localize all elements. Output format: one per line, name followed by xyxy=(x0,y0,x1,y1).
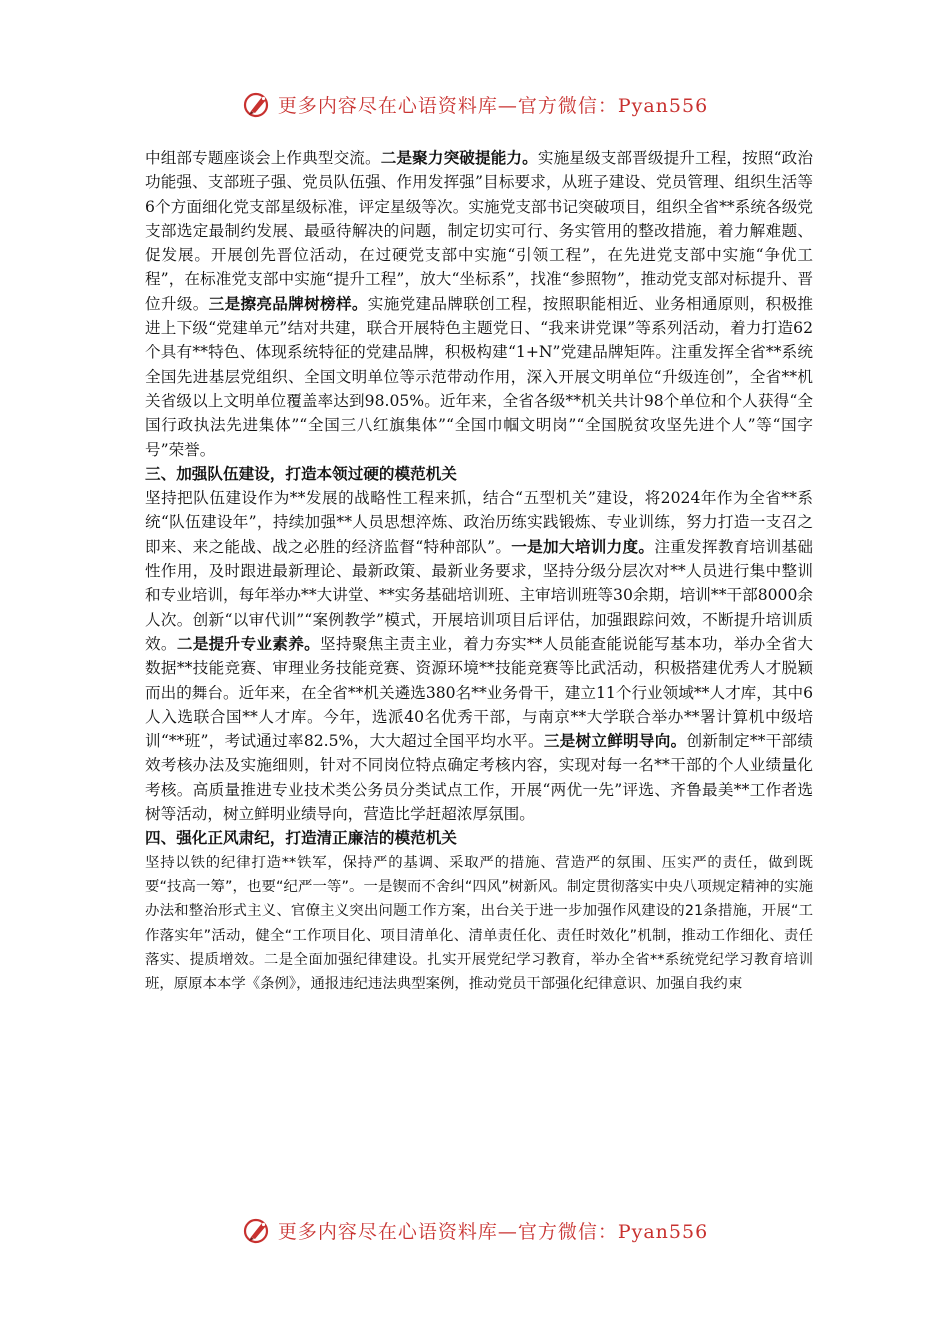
text-run: 实施星级支部晋级提升工程，按照“政治功能强、支部班子强、党员队伍强、作用发挥强”目标要求，从班子建设、党员管理、组织生活等6个方面细化党支部星级标准，评定星级等次。实施党支部书记突破项目，组织全省**系统各级党支部选定最制约发展、最亟待解决的问题，制定切实可行、务实管用的整改措施，着力解难题、促发展。开展创先晋位活动，在过硬党支部中实施“引领工程”，在先进党支部中实施“争优工程”，在标准党支部中实施“提升工程”，放大“坐标系”，找准“参照物”，推动党支部对标提升、晋位升级。 xyxy=(145,149,813,313)
text-run: 注重发挥教育培训基础性作用，及时跟进最新理论、最新政策、最新业务要求，坚持分级分层次对**人员进行集中整训和专业培训，每年举办**大讲堂、**实务基础培训班、主审培训班等30余期，培训**干部8000余人次。创新“以审代训”“案例教学”模式，开展培训项目后评估，加强跟踪问效，不断提升培训质效。 xyxy=(145,537,813,653)
bold-run: 二是聚力突破提能力。 xyxy=(380,148,538,167)
section4-paragraph xyxy=(145,851,813,997)
bold-run: 三是擦亮品牌树榜样。 xyxy=(208,293,368,313)
bold-run: 三是树立鲜明导向。 xyxy=(543,731,687,751)
text-run: 中组部专题座谈会上作典型交流。 xyxy=(145,149,381,167)
bold-run: 二是提升专业素养。 xyxy=(176,633,321,653)
header-watermark-banner xyxy=(0,84,950,124)
text-run: 创新制定**干部绩效考核办法及实施细则，针对不同岗位特点确定考核内容，实现对每一名**干部的个人业绩量化考核。高质量推进专业技术类公务员分类试点工作，开展“两优一先”评选、齐鲁最美**工作者选树等活动，树立鲜明业绩导向，营造比学赶超浓厚氛围。 xyxy=(145,732,813,824)
pen-nib-logo-icon xyxy=(242,89,272,119)
text-run: 坚持聚焦主责主业，着力夯实**人员能查能说能写基本功，举办全省大数据**技能竞赛、审理业务技能竞赛、资源环境**技能竞赛等比武活动，积极搭建优秀人才脱颖而出的舞台。近年来，在全省**机关遴选380名**业务骨干，建立11个行业领域**人才库，其中6人入选联合国**人才库。今年，选派40名优秀干部，与南京**大学联合举办**署计算机中级培训“**班”，考试通过率82.5%，大大超过全国平均水平。 xyxy=(145,634,813,751)
section3-paragraph xyxy=(145,486,813,826)
text-run: 坚持以铁的纪律打造**铁军，保持严的基调、采取严的措施、营造严的氛围、压实严的责任，做到既要“技高一筹”，也要“纪严一等”。一是锲而不舍纠“四风”树新风。制定贯彻落实中央八项规定精神的实施办法和整治形式主义、官僚主义突出问题工作方案，出台关于进一步加强作风建设的21条措施，开展“工作落实年”活动，健全“工作项目化、项目清单化、清单责任化、责任时效化”机制，推动工作细化、责任落实、提质增效。二是全面加强纪律建设。扎实开展党纪学习教育，举办全省**系统党纪学习教育培训班，原原本本学《条例》，通报违纪违法典型案例，推动党员干部强化纪律意识、加强自我约束 xyxy=(145,854,813,993)
text-run: 坚持把队伍建设作为**发展的战略性工程来抓，结合“五型机关”建设，将2024年作为全省**系统“队伍建设年”，持续加强**人员思想淬炼、政治历练实践锻炼、专业训练，努力打造一支召之即来、来之能战、战之必胜的经济监督“特种部队”。 xyxy=(145,489,813,556)
section3-heading: 三、加强队伍建设，打造本领过硬的模范机关 xyxy=(145,463,457,483)
document-body xyxy=(145,146,813,996)
footer-watermark-banner xyxy=(0,1210,950,1250)
text-run: 实施党建品牌联创工程，按照职能相近、业务相通原则，积极推进上下级“党建单元”结对共建，联合开展特色主题党日、“我来讲党课”等系列活动，着力打造62个具有**特色、体现系统特征的党建品牌，积极构建“1+N”党建品牌矩阵。注重发挥全省**系统全国先进基层党组织、全国文明单位等示范带动作用，深入开展文明单位“升级连创”，全省**机关省级以上文明单位覆盖率达到98.05%。近年来，全省各级**机关共计98个单位和个人获得“全国行政执法先进集体”“全国三八红旗集体”“全国巾帼文明岗”“全国脱贫攻坚先进个人”等“国字号”荣誉。 xyxy=(145,294,813,459)
header-watermark-text: 更多内容尽在心语资料库—官方微信：Pyan556 xyxy=(277,94,709,117)
section4-heading: 四、强化正风肃纪，打造清正廉洁的模范机关 xyxy=(145,828,457,848)
pen-nib-logo-icon xyxy=(242,1215,272,1245)
section2-tail-paragraph xyxy=(145,146,813,462)
bold-run: 一是加大培训力度。 xyxy=(511,536,655,556)
footer-watermark-text: 更多内容尽在心语资料库—官方微信：Pyan556 xyxy=(277,1220,709,1243)
